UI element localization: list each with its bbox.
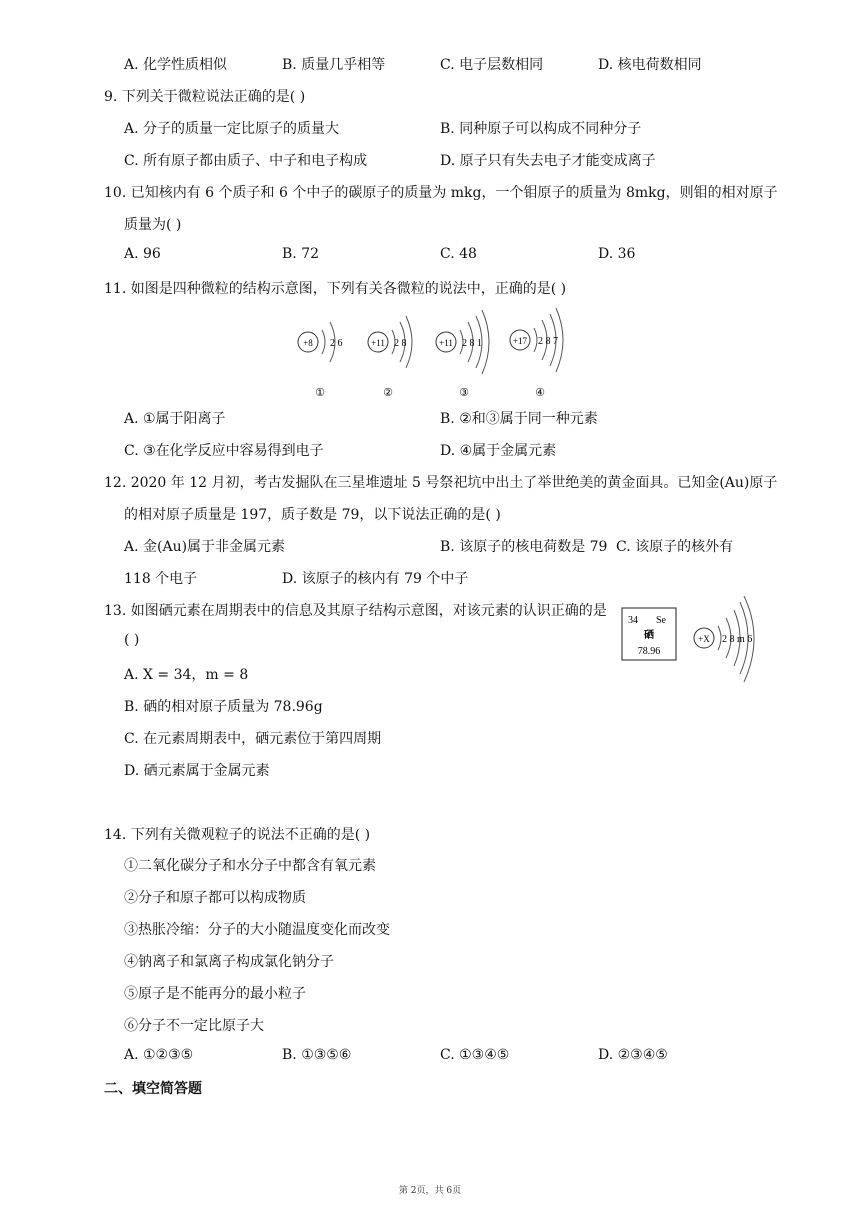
- q10-stem-line1: 10. 已知核内有 6 个质子和 6 个中子的碳原子的质量为 mkg，一个钼原子的质量为 8mkg，则钼的相对原子: [104, 185, 778, 201]
- q9-option-d: D. 原子只有失去电子才能变成离子: [440, 153, 656, 169]
- section-2-heading: 二、填空简答题: [104, 1081, 202, 1097]
- q13-option-d: D. 硒元素属于金属元素: [124, 763, 270, 779]
- diagram-label: ②: [383, 387, 393, 399]
- q11-option-c: C. ③在化学反应中容易得到电子: [124, 443, 324, 459]
- q8-option-d: D. 核电荷数相同: [598, 57, 702, 73]
- page-footer: 第 2页，共 6页: [398, 1186, 462, 1196]
- nucleus-label: +11: [439, 338, 453, 348]
- q12-option-c-cont: 118 个电子: [124, 571, 198, 587]
- q12-stem-line2: 的相对原子质量是 197，质子数是 79，以下说法正确的是( ): [124, 507, 501, 523]
- shell-electrons: 2 8 1: [462, 338, 482, 349]
- q12-option-d: D. 该原子的核内有 79 个中子: [282, 571, 469, 587]
- shell-electrons: 2 8 m 6: [722, 634, 753, 645]
- nucleus-label: +17: [512, 336, 528, 346]
- q10-option-b: B. 72: [282, 246, 320, 262]
- atomic-mass: 78.96: [637, 646, 661, 657]
- q14-stem: 14. 下列有关微观粒子的说法不正确的是( ): [104, 827, 371, 843]
- q14-option-c: C. ①③④⑤: [440, 1047, 510, 1063]
- q13-option-c: C. 在元素周期表中，硒元素位于第四周期: [124, 731, 382, 747]
- atom-diagram-4: [510, 308, 563, 399]
- nucleus-label: +X: [698, 634, 710, 644]
- q13-paren: ( ): [124, 632, 140, 648]
- q14-option-a: A. ①②③⑤: [124, 1047, 194, 1063]
- q9-option-b: B. 同种原子可以构成不同种分子: [440, 121, 642, 137]
- q14-option-d: D. ②③④⑤: [598, 1047, 668, 1063]
- selenium-atom-diagram: [694, 596, 754, 682]
- q9-option-a: A. 分子的质量一定比原子的质量大: [124, 121, 340, 137]
- atomic-number: 34: [628, 615, 638, 626]
- q11-option-d: D. ④属于金属元素: [440, 443, 557, 459]
- q10-option-d: D. 36: [598, 246, 636, 262]
- q12-option-a: A. 金(Au)属于非金属元素: [124, 539, 286, 555]
- q11-option-a: A. ①属于阳离子: [124, 411, 226, 427]
- q10-stem-line2: 质量为( ): [124, 217, 182, 233]
- atom-diagram-2: [368, 316, 412, 399]
- q8-option-a: A. 化学性质相似: [124, 57, 228, 73]
- q13-element-figure: [618, 592, 768, 688]
- nucleus-label: +8: [303, 338, 313, 348]
- shell-electrons: 2 8: [394, 338, 407, 349]
- q9-stem: 9. 下列关于微粒说法正确的是( ): [104, 89, 306, 105]
- q8-option-b: B. 质量几乎相等: [282, 57, 386, 73]
- q14-option-b: B. ①③⑤⑥: [282, 1047, 352, 1063]
- q14-statement-2: ②分子和原子都可以构成物质: [124, 890, 306, 906]
- shell-electrons: 2 6: [330, 338, 343, 349]
- diagram-label: ④: [535, 387, 545, 399]
- q8-option-c: C. 电子层数相同: [440, 57, 544, 73]
- nucleus-label: +11: [371, 338, 385, 348]
- q12-option-c: C. 该原子的核外有: [616, 539, 734, 555]
- q11-stem: 11. 如图是四种微粒的结构示意图，下列有关各微粒的说法中，正确的是( ): [104, 281, 567, 297]
- q14-statement-3: ③热胀冷缩：分子的大小随温度变化而改变: [124, 922, 390, 938]
- diagram-label: ①: [315, 387, 325, 399]
- q14-statement-6: ⑥分子不一定比原子大: [124, 1018, 264, 1034]
- shell-electrons: 2 8 7: [538, 336, 558, 347]
- q12-stem-line1: 12. 2020 年 12 月初，考古发掘队在三星堆遗址 5 号祭祀坑中出土了举世绝美的黄金面具。已知金(Au)原子: [104, 475, 778, 491]
- q13-option-b: B. 硒的相对原子质量为 78.96g: [124, 699, 323, 715]
- q10-option-a: A. 96: [124, 246, 161, 262]
- q14-statement-1: ①二氧化碳分子和水分子中都含有氧元素: [124, 858, 376, 874]
- diagram-label: ③: [459, 387, 469, 399]
- q9-option-c: C. 所有原子都由质子、中子和电子构成: [124, 153, 368, 169]
- atom-diagram-1: [298, 322, 343, 399]
- q13-option-a: A. X = 34，m = 8: [124, 667, 249, 683]
- q11-atom-diagrams: [290, 308, 590, 403]
- q14-statement-5: ⑤原子是不能再分的最小粒子: [124, 986, 306, 1002]
- q11-option-b: B. ②和③属于同一种元素: [440, 411, 598, 427]
- atom-diagram-3: [436, 310, 489, 399]
- q14-statement-4: ④钠离子和氯离子构成氯化钠分子: [124, 954, 334, 970]
- element-symbol: Se: [656, 615, 666, 626]
- q10-option-c: C. 48: [440, 246, 477, 262]
- element-name: 硒: [644, 630, 654, 641]
- q12-option-b: B. 该原子的核电荷数是 79: [440, 539, 608, 555]
- q13-stem: 13. 如图硒元素在周期表中的信息及其原子结构示意图，对该元素的认识正确的是: [104, 603, 607, 619]
